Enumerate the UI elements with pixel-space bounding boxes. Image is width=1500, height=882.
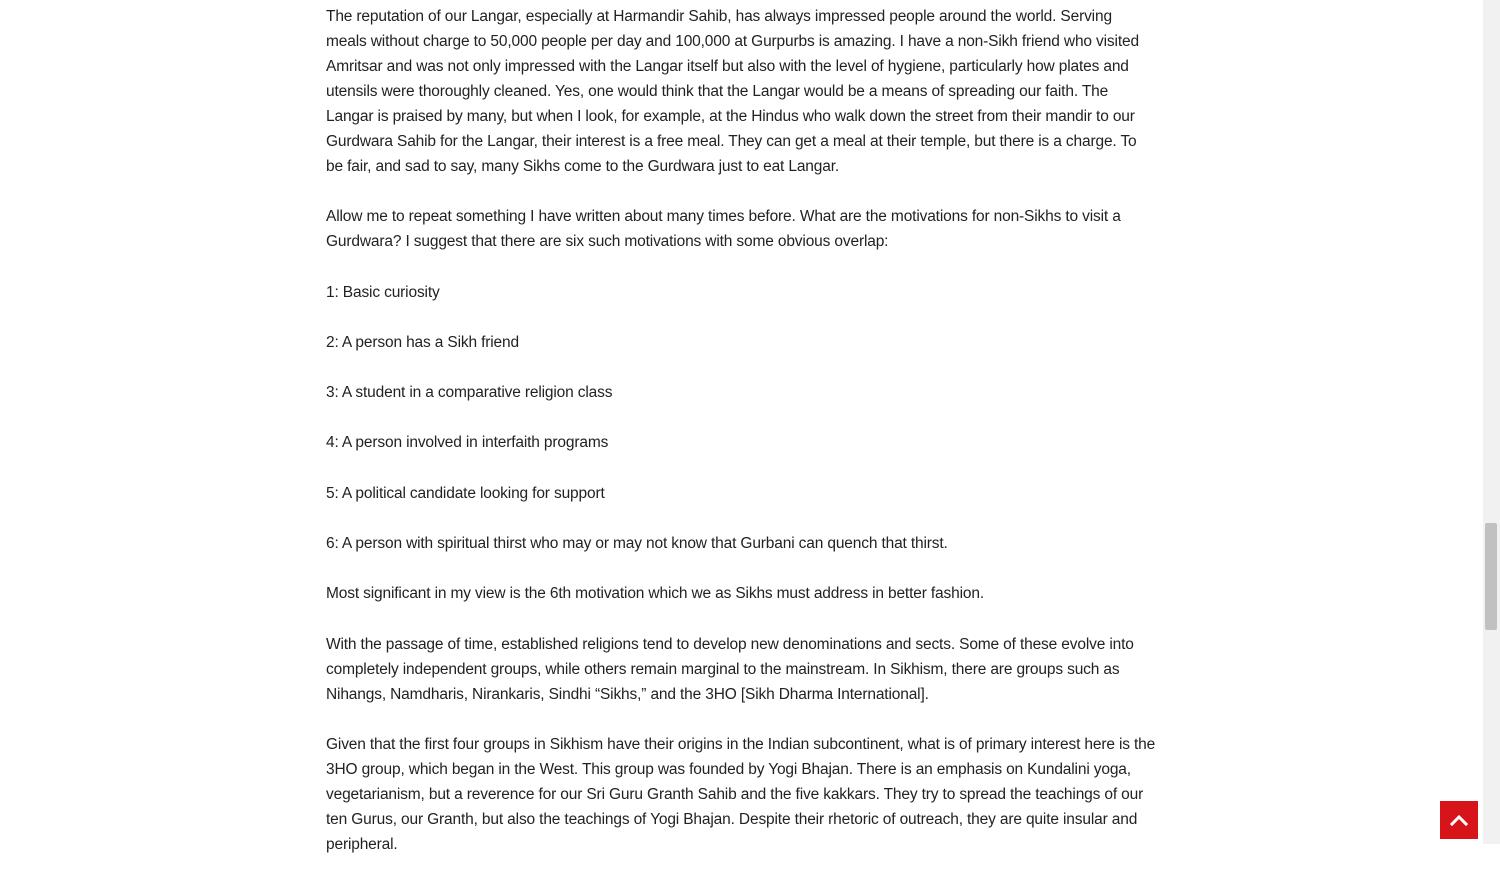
- paragraph-denominations: With the passage of time, established religions tend to develop new denominations and sects. Some of these evolve into completely independent groups, while others remain marginal to the mainstream. In Sikhism, there are groups such as Nihangs, Namdharis, Nirankaris, Sindhi “Sikhs,” and the 3HO [Sikh Dharma International].: [326, 635, 1134, 703]
- motivation-item-1: 1: Basic curiosity: [326, 283, 440, 301]
- paragraph-3ho: Given that the first four groups in Sikhism have their origins in the Indian subcontinent, what is of primary interest here is the 3HO group, which began in the West. This group was founded by Yogi Bhajan. There is an emphasis on Kundalini yoga, vegetarianism, but a reverence for our Sri Guru Granth Sahib and the five kakkars. They try to spread the teachings of our ten Gurus, our Granth, but also the teachings of Yogi Bhajan. Despite their rhetoric of outreach, they are quite insular and peripheral.: [326, 735, 1156, 853]
- page-scrollbar[interactable]: [1483, 0, 1500, 844]
- paragraph-langar: The reputation of our Langar, especially at Harmandir Sahib, has always impressed people around the world. Serving meals without charge to 50,000 people per day and 100,000 at Gurpurbs is amazing. I have a non-Sikh friend who visited Amritsar and was not only impressed with the Langar itself but also with the level of hygiene, particularly how plates and utensils were thoroughly cleaned. Yes, one would think that the Langar would be a means of spreading our faith. The Langar is praised by many, but when I look, for example, at the Hindus who walk down the street from their mandir to our Gurdwara Sahib for the Langar, their interest is a free meal. They can get a meal at their temple, but there is a charge. To be fair, and sad to say, many Sikhs come to the Gurdwara just to eat Langar.: [326, 8, 1139, 175]
- paragraph-sixth-motivation: Most significant in my view is the 6th motivation which we as Sikhs must address in better fashion.: [326, 585, 984, 603]
- scroll-to-top-button[interactable]: [1440, 801, 1478, 839]
- motivation-item-3: 3: A student in a comparative religion class: [326, 384, 613, 402]
- article-body: [326, 4, 1156, 882]
- motivation-item-6: 6: A person with spiritual thirst who may or may not know that Gurbani can quench that thirst.: [326, 535, 948, 553]
- motivation-item-2: 2: A person has a Sikh friend: [326, 333, 519, 351]
- motivation-item-5: 5: A political candidate looking for support: [326, 484, 605, 502]
- motivation-item-4: 4: A person involved in interfaith programs: [326, 434, 609, 452]
- scrollbar-thumb[interactable]: [1485, 523, 1497, 630]
- chevron-up-icon: [1450, 814, 1468, 826]
- paragraph-motivations-intro: Allow me to repeat something I have written about many times before. What are the motivations for non-Sikhs to visit a Gurdwara? I suggest that there are six such motivations with some obvious overlap:: [326, 208, 1121, 251]
